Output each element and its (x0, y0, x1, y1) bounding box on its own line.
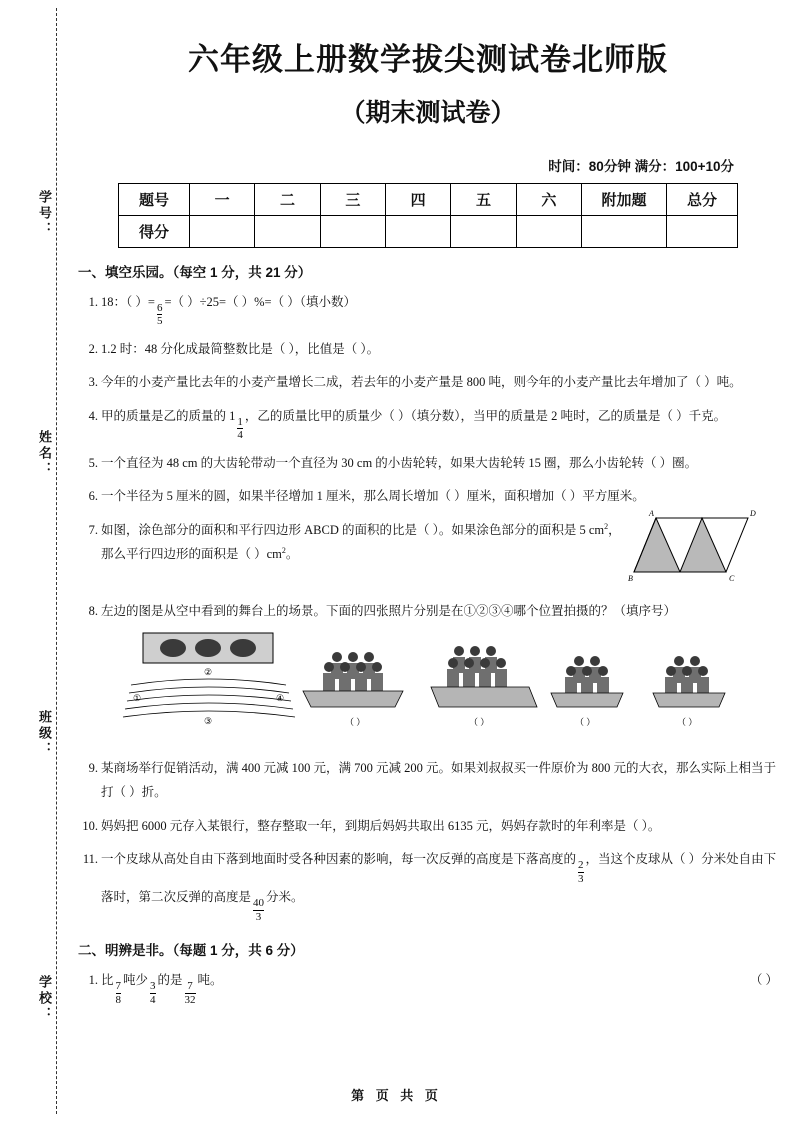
score-cell-1[interactable] (190, 216, 255, 248)
fraction-2-3 (578, 860, 584, 885)
question-1-5 (78, 451, 778, 475)
score-cell-5[interactable] (451, 216, 516, 248)
question-text-c: 的是 (157, 973, 183, 988)
score-table (118, 183, 738, 248)
score-col-2: 二 (255, 184, 320, 216)
fraction-denominator: 8 (115, 993, 122, 1006)
question-1-1 (78, 290, 778, 328)
question-number: 8. (88, 603, 98, 618)
fraction-denominator: 4 (237, 429, 243, 442)
score-table-row-label-score: 得分 (119, 216, 190, 248)
question-text-a: 如图，涂色部分的面积和平行四边形 ABCD 的面积的比是（ ）。如果涂色部分的面积是 5 cm (101, 522, 605, 537)
question-text-b: ，当这个皮球从（ ）分米处自由下落时，第二次反弹的高度是 (101, 852, 777, 905)
score-cell-4[interactable] (385, 216, 450, 248)
question-text-b: =（ ）÷25=（ ）%=（ ）（填小数） (164, 295, 356, 309)
svg-text:（ ）: （ ） (469, 716, 490, 727)
question-text: 某商场举行促销活动，满 400 元减 100 元，满 700 元减 200 元。如果刘叔叔买一件原价为 800 元的大衣，那么实际上相当于打（ ）折。 (101, 760, 777, 800)
svg-text:④: ④ (276, 692, 285, 703)
question-number: 1. (88, 295, 98, 309)
svg-text:①: ① (133, 692, 142, 703)
question-text-b: ，那么平行四边形的面积是（ ）cm (101, 522, 621, 561)
question-text: 妈妈把 6000 元存入某银行，整存整取一年，到期后妈妈共取出 6135 元，妈妈存款时的年利率是（ ）。 (101, 818, 661, 833)
question-text-a: 一个皮球从高处自由下落到地面时受各种因素的影响，每一次反弹的高度是下落高度的 (101, 852, 577, 867)
svg-text:B: B (628, 573, 633, 582)
score-cell-2[interactable] (255, 216, 320, 248)
question-text: 1.2 时：48 分化成最简整数比是（ ），比值是（ ）。 (101, 342, 380, 357)
question-text-period: 。 (285, 546, 299, 561)
side-label-student-id: 学号： (37, 190, 52, 238)
section-2-title: 二、明辨是非。（每题 1 分，共 6 分） (78, 943, 304, 959)
page-title: 六年级上册数学拔尖测试卷北师版 (188, 42, 668, 77)
parallelogram-figure (628, 510, 778, 582)
fraction-7-8 (116, 981, 122, 1006)
question-number: 9. (88, 760, 98, 775)
question-text-d: 吨。 (197, 973, 223, 988)
score-col-extra: 附加题 (582, 184, 667, 216)
fraction-1-4 (237, 417, 243, 442)
question-number: 6. (88, 489, 98, 504)
question-number: 1. (88, 973, 98, 988)
page-content (78, 0, 778, 1006)
question-number: 2. (88, 342, 98, 357)
fraction-numerator: 7 (187, 980, 193, 993)
section-1-title: 一、填空乐园。（每空 1 分，共 21 分） (78, 265, 312, 280)
svg-text:②: ② (204, 666, 213, 677)
score-col-4: 四 (385, 184, 450, 216)
svg-text:③: ③ (204, 715, 213, 726)
score-col-3: 三 (320, 184, 385, 216)
score-col-1: 一 (190, 184, 255, 216)
page-subtitle: （期末测试卷） (340, 99, 516, 127)
fraction-numerator: 6 (156, 301, 163, 314)
question-2-1 (78, 968, 778, 1006)
side-label-name: 姓名： (37, 430, 52, 478)
answer-blank[interactable]: （ ） (749, 973, 778, 988)
question-text-b: 吨少 (123, 973, 149, 988)
question-1-8 (78, 599, 778, 747)
svg-text:（ ）: （ ） (575, 716, 596, 727)
question-1-4 (78, 404, 778, 442)
fraction-numerator: 40 (253, 897, 265, 910)
question-1-6 (78, 484, 778, 508)
superscript-2: 2 (604, 521, 609, 531)
question-text-a: 18：（ ）= (101, 295, 155, 309)
fraction-40-3 (253, 898, 264, 923)
side-label-class: 班级： (37, 710, 52, 758)
question-number: 3. (88, 375, 98, 390)
score-cell-6[interactable] (516, 216, 581, 248)
question-number: 10. (82, 818, 98, 833)
fraction-numerator: 7 (115, 980, 122, 993)
question-1-9 (78, 756, 778, 805)
question-text: 一个直径为 48 cm 的大齿轮带动一个直径为 30 cm 的小齿轮转，如果大齿轮转 15 圈，那么小齿轮转（ ）圈。 (101, 455, 698, 470)
score-cell-total[interactable] (667, 216, 738, 248)
svg-text:（ ）: （ ） (345, 716, 366, 727)
score-table-header-row (119, 184, 738, 216)
question-number: 7. (88, 522, 98, 537)
fraction-denominator: 32 (184, 993, 196, 1006)
fraction-denominator: 3 (578, 872, 584, 885)
score-table-row-label-number: 题号 (119, 184, 190, 216)
stage-scene-figures (101, 629, 778, 747)
fraction-numerator: 3 (150, 980, 156, 993)
svg-text:C: C (729, 573, 735, 582)
superscript-2-b: 2 (281, 545, 286, 555)
fraction-6-5 (157, 303, 163, 328)
question-text: 一个半径为 5 厘米的圆，如果半径增加 1 厘米，那么周长增加（ ）厘米，面积增加（ ）平方厘米。 (101, 489, 645, 504)
question-1-11 (78, 847, 778, 923)
page-footer: 第 页 共 页 (351, 1088, 442, 1103)
question-1-10 (78, 814, 778, 838)
score-col-total: 总分 (667, 184, 738, 216)
question-text-a: 甲的质量是乙的质量的 1 (101, 408, 236, 423)
fraction-denominator: 3 (253, 910, 264, 924)
fraction-denominator: 5 (156, 315, 163, 328)
svg-text:A: A (649, 509, 654, 518)
question-1-7 (78, 509, 778, 590)
question-text-a: 比 (101, 973, 114, 988)
score-col-5: 五 (451, 184, 516, 216)
score-cell-3[interactable] (320, 216, 385, 248)
score-table-value-row (119, 216, 738, 248)
question-text: 左边的图是从空中看到的舞台上的场景。下面的四张照片分别是在①②③④哪个位置拍摄的？（填序号） (101, 603, 677, 618)
question-text: 今年的小麦产量比去年的小麦产量增长二成，若去年的小麦产量是 800 吨，则今年的小麦产量比去年增加了（ ）吨。 (101, 375, 742, 390)
fraction-numerator: 2 (578, 859, 584, 871)
svg-text:（ ）: （ ） (677, 716, 698, 727)
question-number: 11. (82, 852, 98, 867)
score-col-6: 六 (516, 184, 581, 216)
question-1-2 (78, 337, 778, 361)
margin-dashed-line (56, 8, 57, 1114)
question-number: 4. (88, 408, 98, 423)
svg-text:D: D (750, 509, 756, 518)
score-cell-extra[interactable] (582, 216, 667, 248)
question-number: 5. (88, 455, 98, 470)
question-text-b: ，乙的质量比甲的质量少（ ）（填分数），当甲的质量是 2 吨时，乙的质量是（ ）千克。 (244, 408, 727, 423)
fraction-3-4 (150, 981, 156, 1006)
fraction-7-32 (185, 981, 196, 1006)
time-and-score-note: 时间：80分钟 满分：100+10分 (548, 159, 734, 174)
fraction-numerator: 1 (237, 415, 243, 428)
side-label-school: 学校： (37, 975, 52, 1023)
question-text-c: 分米。 (266, 890, 304, 905)
question-1-3 (78, 370, 778, 394)
fraction-denominator: 4 (150, 993, 156, 1006)
